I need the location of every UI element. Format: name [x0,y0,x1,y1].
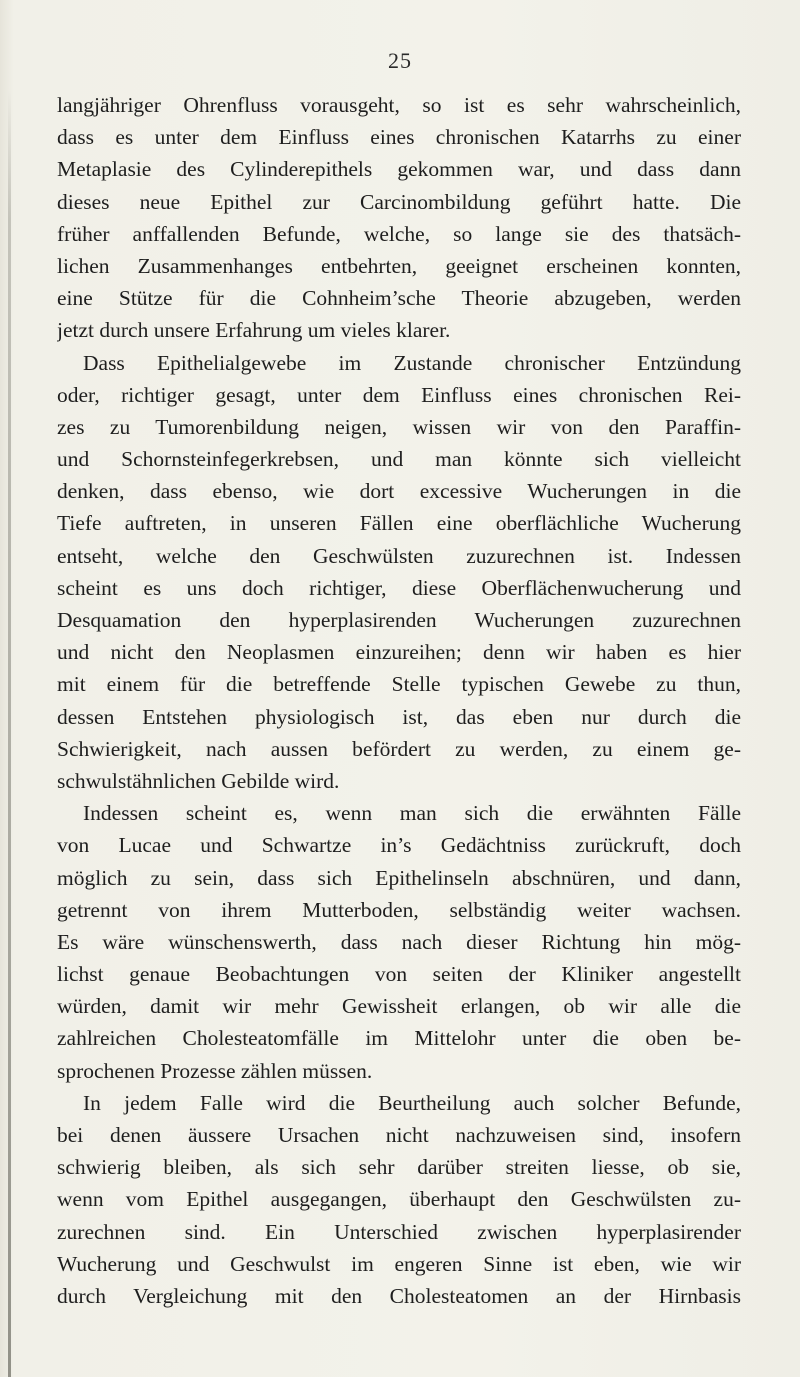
text-line: oder, richtiger gesagt, unter dem Einfluss eines chronischen Rei- [57,382,741,407]
page-number: 25 [388,48,412,73]
text-line: zurechnen sind. Ein Unterschied zwischen hyperplasirender [57,1219,741,1244]
text-line: dessen Entstehen physiologisch ist, das eben nur durch die [57,704,741,729]
text-line: Schwierigkeit, nach aussen befördert zu werden, zu einem ge- [57,736,741,761]
text-line: dass es unter dem Einfluss eines chronischen Katarrhs zu einer [57,125,741,150]
text-line: durch Vergleichung mit den Cholesteatomen an der Hirnbasis [57,1283,741,1308]
text-line: zahlreichen Cholesteatomfälle im Mittelohr unter die oben be- [57,1026,741,1051]
text-line: von Lucae und Schwartze in’s Gedächtniss zurückruft, doch [57,833,741,858]
text-line: schwulstähnlichen Gebilde wird. [57,768,340,793]
text-line: lichen Zusammenhanges entbehrten, geeignet erscheinen konnten, [57,253,741,278]
text-line: denken, dass ebenso, wie dort excessive Wucherungen in die [57,479,741,504]
text-line: jetzt durch unsere Erfahrung um vieles klarer. [57,318,451,343]
text-line: würden, damit wir mehr Gewissheit erlangen, ob wir alle die [57,994,741,1019]
text-line: früher anffallenden Befunde, welche, so lange sie des thatsäch- [57,221,741,246]
text-line: schwierig bleiben, als sich sehr darüber streiten liesse, ob sie, [57,1155,741,1180]
text-line: Dass Epithelialgewebe im Zustande chronischer Entzündung [83,350,741,375]
text-line: bei denen äussere Ursachen nicht nachzuweisen sind, insofern [57,1123,741,1147]
body-text [57,89,741,1312]
text-line: entseht, welche den Geschwülsten zuzurechnen ist. Indessen [57,543,741,568]
text-line: eine Stütze für die Cohnheim’sche Theorie abzugeben, werden [57,286,741,311]
text-line: lichst genaue Beobachtungen von seiten der Kliniker angestellt [57,962,741,987]
text-line: möglich zu sein, dass sich Epithelinseln abschnüren, und dann, [57,865,741,890]
text-line: getrennt von ihrem Mutterboden, selbständig weiter wachsen. [57,897,741,922]
binding-gutter-shadow [8,90,11,1377]
text-line: Es wäre wünschenswerth, dass nach dieser Richtung hin mög- [57,929,741,954]
text-line: Metaplasie des Cylinderepithels gekommen war, und dass dann [57,157,741,182]
text-line: und nicht den Neoplasmen einzureihen; denn wir haben es hier [57,640,741,665]
text-line: dieses neue Epithel zur Carcinombildung geführt hatte. Die [57,189,741,214]
text-line: Wucherung und Geschwulst im engeren Sinne ist eben, wie wir [57,1251,741,1276]
text-line: Tiefe auftreten, in unseren Fällen eine oberflächliche Wucherung [57,511,741,536]
text-line: scheint es uns doch richtiger, diese Oberflächenwucherung und [57,575,741,600]
text-line: wenn vom Epithel ausgegangen, überhaupt den Geschwülsten zu- [57,1187,741,1212]
text-line: Desquamation den hyperplasirenden Wucherungen zuzurechnen [57,608,741,632]
text-line: und Schornsteinfegerkrebsen, und man könnte sich vielleicht [57,447,741,472]
text-line: sprochenen Prozesse zählen müssen. [57,1058,373,1083]
text-line: Indessen scheint es, wenn man sich die erwähnten Fälle [83,801,741,826]
text-line: In jedem Falle wird die Beurtheilung auch solcher Befunde, [83,1090,741,1115]
text-line: zes zu Tumorenbildung neigen, wissen wir von den Paraffin- [57,414,741,439]
text-line: mit einem für die betreffende Stelle typischen Gewebe zu thun, [57,672,741,697]
text-line: langjähriger Ohrenfluss vorausgeht, so ist es sehr wahrscheinlich, [57,93,741,117]
